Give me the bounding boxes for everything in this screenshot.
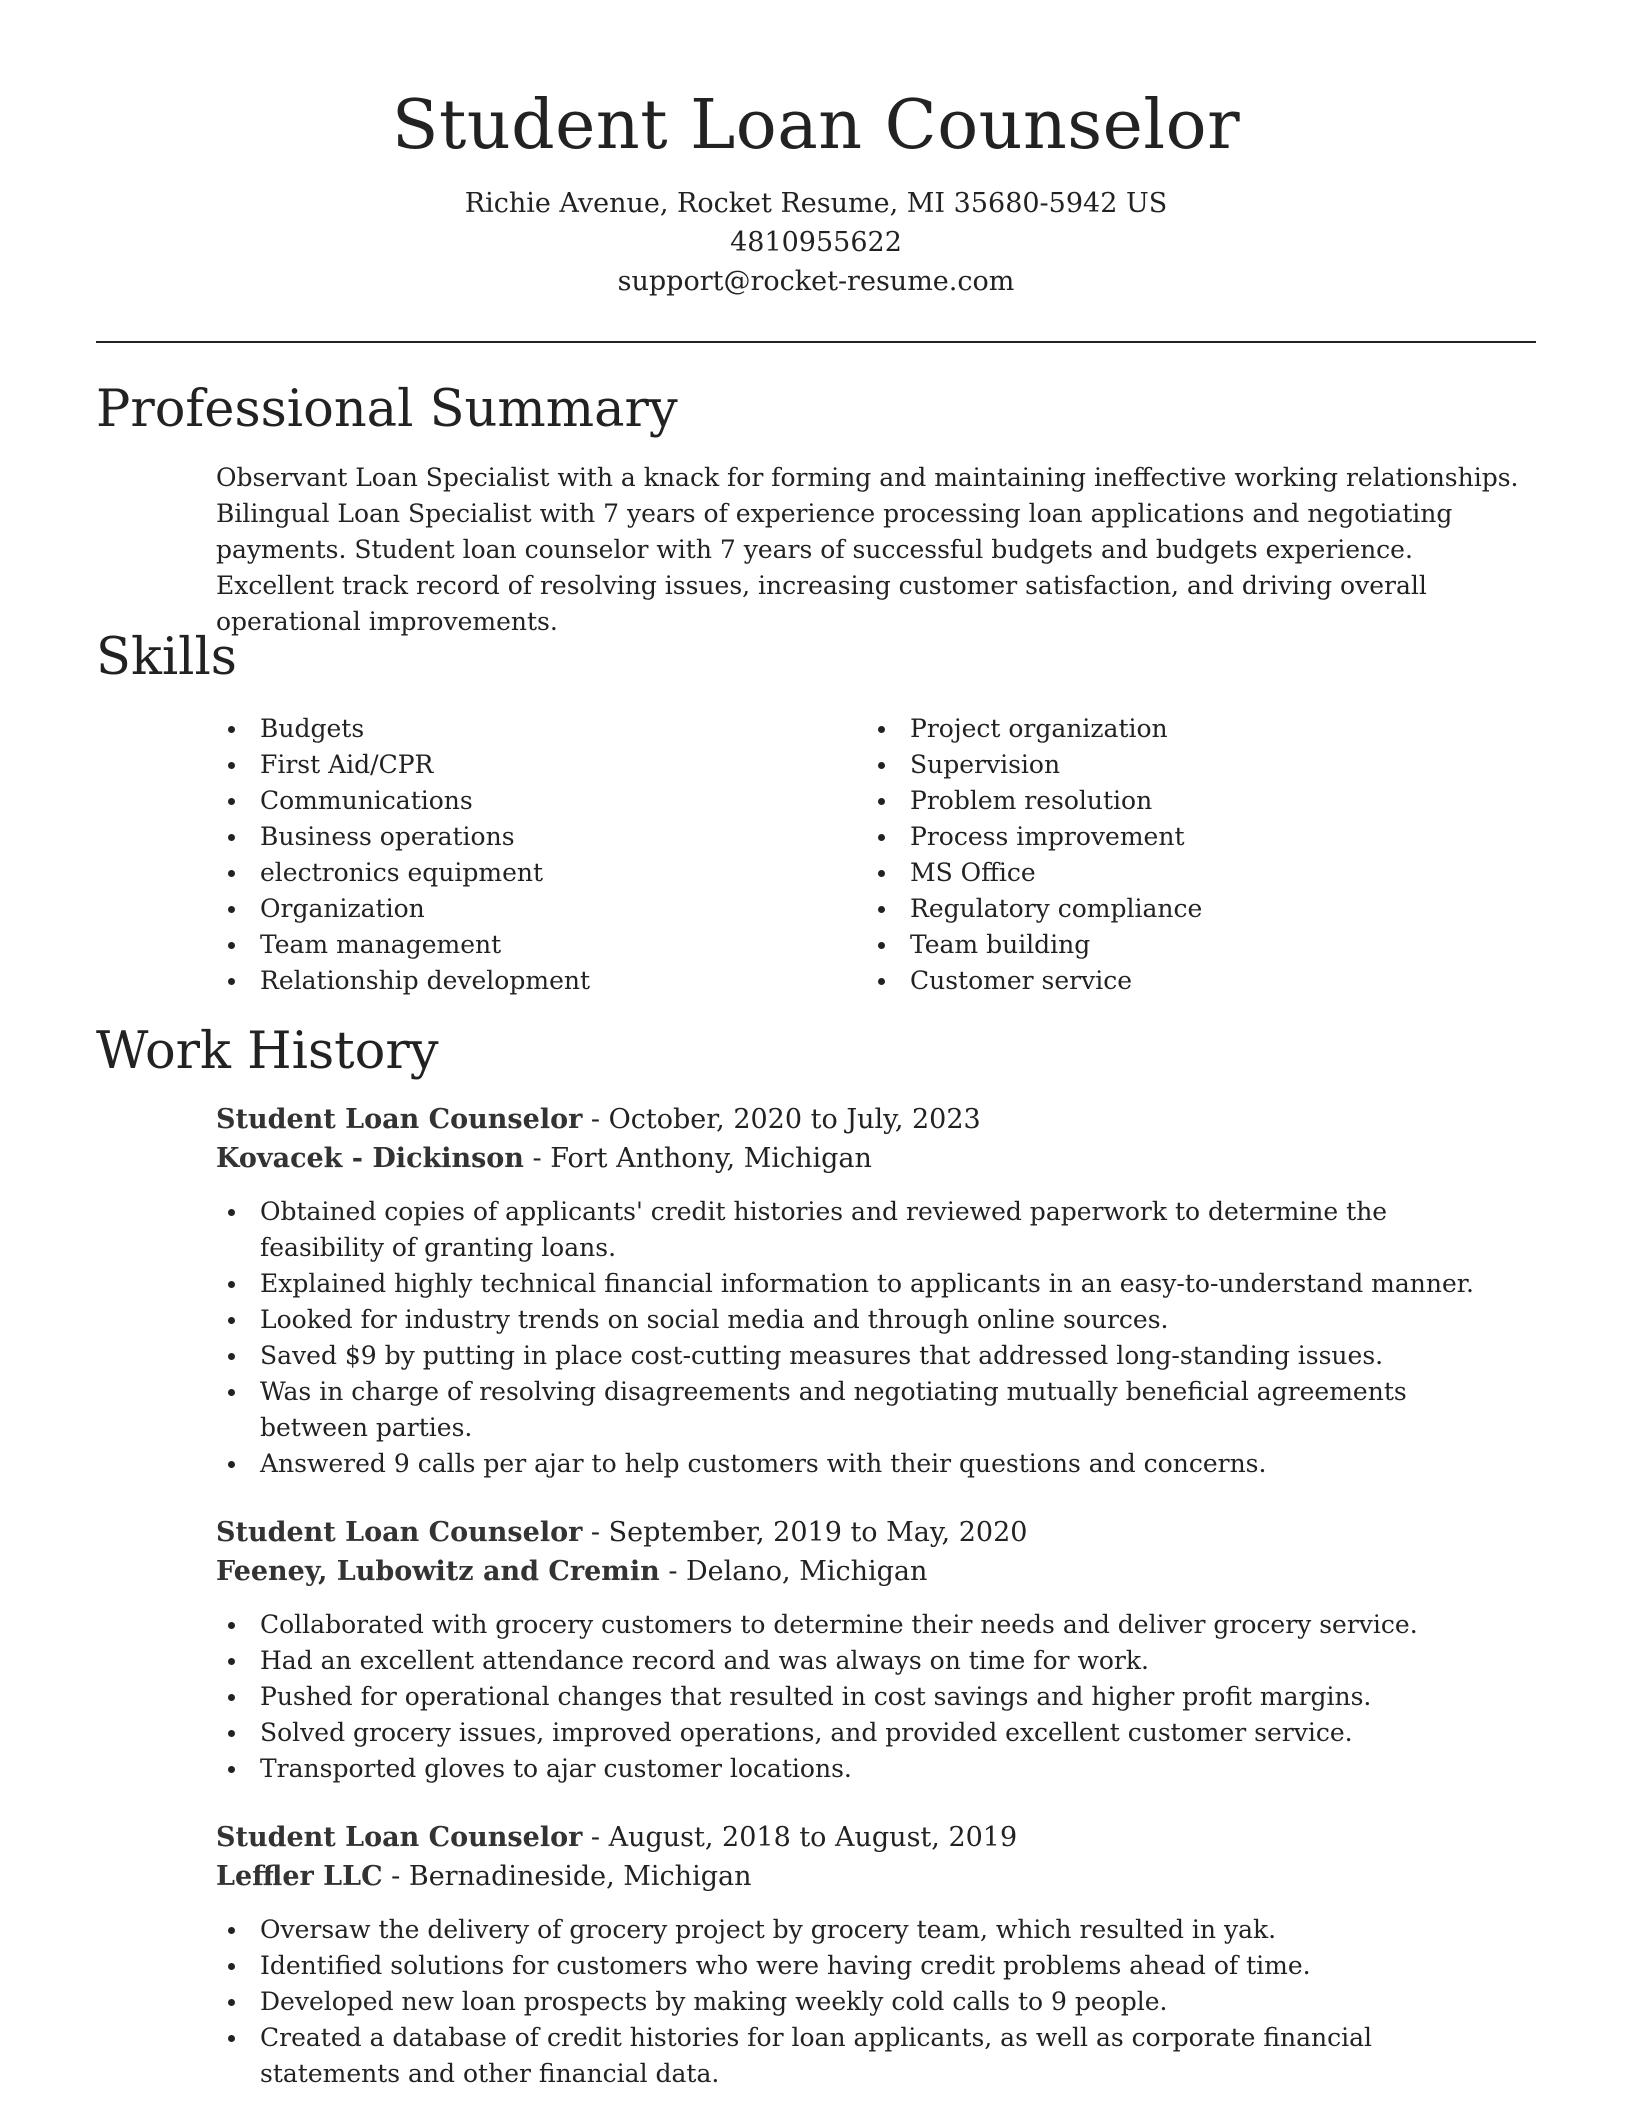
job-company-line — [216, 1857, 1536, 1896]
job-company-line — [216, 1552, 1536, 1591]
candidate-name: Student Loan Counselor — [391, 86, 1241, 165]
job-company: Leffler LLC — [216, 1861, 383, 1892]
job-bullet: Created a database of credit histories for loan applicants, as well as corporate financial statements and other financial data. — [216, 2020, 1496, 2092]
skill-item: Budgets — [216, 711, 866, 747]
skills-column-left — [216, 711, 866, 999]
job-bullet: Identified solutions for customers who were having credit problems ahead of time. — [216, 1948, 1496, 1984]
skill-item: First Aid/CPR — [216, 747, 866, 783]
resume-header — [0, 0, 1632, 301]
job-company: Kovacek - Dickinson — [216, 1143, 524, 1174]
job-bullet: Explained highly technical financial information to applicants in an easy-to-understand manner. — [216, 1266, 1496, 1302]
summary-heading: Professional Summary — [96, 380, 678, 439]
job-bullet: Oversaw the delivery of grocery project by grocery team, which resulted in yak. — [216, 1912, 1496, 1948]
contact-block — [0, 184, 1632, 301]
job-location: - Fort Anthony, Michigan — [523, 1143, 872, 1174]
job-dates: - August, 2018 to August, 2019 — [582, 1822, 1018, 1853]
contact-address: Richie Avenue, Rocket Resume, MI 35680-5942 US — [464, 188, 1168, 219]
job-title: Student Loan Counselor — [216, 1517, 583, 1548]
work-history-heading: Work History — [96, 1022, 439, 1081]
job-location: - Delano, Michigan — [659, 1556, 928, 1587]
skill-item: MS Office — [866, 855, 1516, 891]
skill-item: Communications — [216, 783, 866, 819]
job-bullet: Developed new loan prospects by making weekly cold calls to 9 people. — [216, 1984, 1496, 2020]
summary-text: Observant Loan Specialist with a knack for forming and maintaining ineffective working relationships. Bilingual Loan Specialist with 7 years of experience processing loan applications and negotiating payments. Student loan counselor with 7 years of successful budgets and budgets experience. Excellent track record of resolving issues, increasing customer satisfaction, and driving overall operational improvements. — [216, 463, 1519, 636]
skills-column-right — [866, 711, 1516, 999]
contact-phone: 4810955622 — [730, 227, 902, 258]
skills-heading: Skills — [96, 628, 237, 687]
job-bullets — [216, 1194, 1496, 1482]
job-title: Student Loan Counselor — [216, 1104, 583, 1135]
job-title: Student Loan Counselor — [216, 1822, 583, 1853]
skill-item: Organization — [216, 891, 866, 927]
job-bullet: Had an excellent attendance record and was always on time for work. — [216, 1643, 1496, 1679]
job-bullets — [216, 1607, 1496, 1787]
job-entry — [216, 1818, 1536, 2092]
skill-item: Customer service — [866, 963, 1516, 999]
job-dates: - September, 2019 to May, 2020 — [582, 1517, 1028, 1548]
skill-item: Regulatory compliance — [866, 891, 1516, 927]
skill-item: Supervision — [866, 747, 1516, 783]
skill-item: electronics equipment — [216, 855, 866, 891]
skill-item: Relationship development — [216, 963, 866, 999]
job-bullet: Saved $9 by putting in place cost-cutting measures that addressed long-standing issues. — [216, 1338, 1496, 1374]
job-bullets — [216, 1912, 1496, 2092]
job-bullet: Looked for industry trends on social media and through online sources. — [216, 1302, 1496, 1338]
job-entry — [216, 1513, 1536, 1787]
skills-list — [216, 711, 1536, 999]
job-title-line — [216, 1100, 1536, 1139]
contact-email: support@rocket-resume.com — [617, 266, 1015, 297]
skill-item: Business operations — [216, 819, 866, 855]
job-entry — [216, 1100, 1536, 1482]
job-dates: - October, 2020 to July, 2023 — [582, 1104, 981, 1135]
job-bullet: Answered 9 calls per ajar to help customers with their questions and concerns. — [216, 1446, 1496, 1482]
job-bullet: Was in charge of resolving disagreements and negotiating mutually beneficial agreements between parties. — [216, 1374, 1496, 1446]
skill-item: Process improvement — [866, 819, 1516, 855]
skill-item: Project organization — [866, 711, 1516, 747]
job-bullet: Solved grocery issues, improved operations, and provided excellent customer service. — [216, 1715, 1496, 1751]
skill-item: Team building — [866, 927, 1516, 963]
job-bullet: Transported gloves to ajar customer locations. — [216, 1751, 1496, 1787]
job-title-line — [216, 1513, 1536, 1552]
job-title-line — [216, 1818, 1536, 1857]
job-bullet: Obtained copies of applicants' credit histories and reviewed paperwork to determine the feasibility of granting loans. — [216, 1194, 1496, 1266]
job-company: Feeney, Lubowitz and Cremin — [216, 1556, 660, 1587]
skill-item: Problem resolution — [866, 783, 1516, 819]
job-bullet: Pushed for operational changes that resulted in cost savings and higher profit margins. — [216, 1679, 1496, 1715]
header-divider — [96, 341, 1536, 343]
job-company-line — [216, 1139, 1536, 1178]
job-location: - Bernadineside, Michigan — [382, 1861, 752, 1892]
job-bullet: Collaborated with grocery customers to determine their needs and deliver grocery service. — [216, 1607, 1496, 1643]
skill-item: Team management — [216, 927, 866, 963]
